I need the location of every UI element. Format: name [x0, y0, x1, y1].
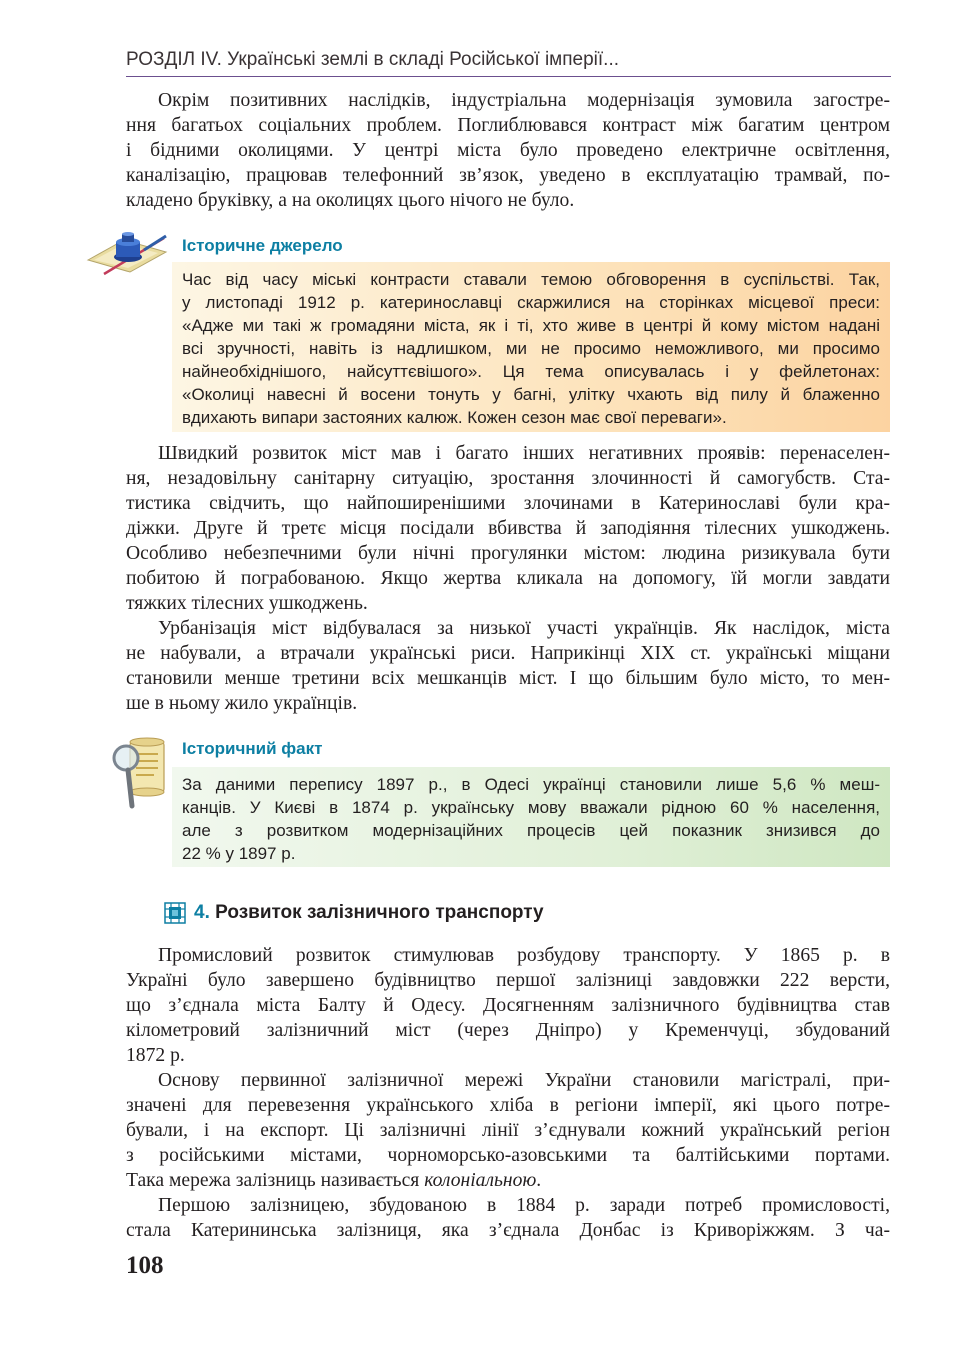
historical-source-box: [172, 262, 890, 432]
source-line: «Адже ми такі ж громадяни міста, як і ті, хто живе в центрі й кому містом надані: [182, 316, 880, 335]
fact-line: канців. У Києві в 1874 р. українську мову вважали рідною 60 % населення,: [182, 798, 880, 817]
text-line: бували, і на експорт. Ці залізничні лінії з’єднували кожний український регіон: [126, 1120, 890, 1141]
text-line: [126, 1168, 890, 1193]
text-line: ння багатьох соціальних проблем. Поглиблювався контраст між багатим центром: [126, 115, 890, 136]
paragraph-negative-effects: [126, 441, 890, 616]
text-line: і бідними околицями. У центрі міста було проведено електричне освітлення,: [126, 140, 890, 161]
source-line: «Околиці навесні й восени тонуть у багні, улітку чхають від пилу й блаженно: [182, 385, 880, 404]
paragraph-urbanization: [126, 616, 890, 716]
intro-paragraph: [126, 88, 890, 213]
text-line: 1872 р.: [126, 1045, 185, 1066]
text-line: Першою залізницею, збудованою в 1884 р. заради потреб промисловості,: [158, 1195, 890, 1216]
text-line: значені для перевезення українського хліба в регіони імперії, які цього потре-: [126, 1095, 890, 1116]
text-fragment: Така мережа залізниць називається: [126, 1170, 425, 1191]
source-box-title: Історичне джерело: [182, 236, 343, 255]
source-line: всі зручності, навіть із надлишком, ми не просимо неможливого, ми просимо: [182, 339, 880, 358]
text-line: стала Катерининська залізниця, яка з’єднала Донбас із Криворіжжям. З ча-: [126, 1220, 890, 1241]
inkwell-quill-icon: [84, 230, 170, 276]
text-line: діжки. Друге й третє місця посідали вбивства й заподіяння тілесних ушкоджень.: [126, 518, 890, 539]
page-number: 108: [126, 1252, 164, 1279]
scroll-magnifier-icon: [110, 736, 172, 810]
text-line: Швидкий розвиток міст мав і багато інших негативних проявів: перенаселен-: [158, 443, 890, 464]
colonial-term: колоніальною: [424, 1170, 537, 1191]
text-line: тяжких тілесних ушкоджень.: [126, 593, 368, 614]
source-line: найнеобхіднішого, найсуттєвішого». Ця тема описувалась і у фейлетонах:: [182, 362, 880, 381]
text-line: ня, незадовільну санітарну ситуацію, зростання злочинності й самогубств. Ста-: [126, 468, 890, 489]
text-line: Урбанізація міст відбувалася за низької участі українців. Як наслідок, міста: [158, 618, 890, 639]
text-line: Окрім позитивних наслідків, індустріальна модернізація зумовила загостре-: [158, 90, 890, 111]
paragraph-railway-network: [126, 1068, 890, 1193]
section-heading: [164, 900, 544, 926]
text-line: тистика свідчить, що найпоширенішими злочинами в Катеринославі були кра-: [126, 493, 890, 514]
historical-fact-box: [172, 767, 890, 867]
fact-line: 22 % у 1897 р.: [182, 844, 296, 863]
text-line: Промисловий розвиток стимулював розбудову транспорту. У 1865 р. в: [158, 945, 890, 966]
source-line: у листопаді 1912 р. катеринославці скаржилися на сторінках місцевої преси:: [182, 293, 880, 312]
text-line: не набували, а втрачали українські риси. Наприкінці XIX ст. українські міщани: [126, 643, 890, 664]
text-line: каналізацію, працював телефонний зв’язок, уведено в експлуатацію трамвай, по-: [126, 165, 890, 186]
text-line: кілометровий залізничний міст (через Дніпро) у Кременчуці, збудований: [126, 1020, 890, 1041]
fact-line: але з розвитком модернізаційних процесів цей показник знизився до: [182, 821, 880, 840]
text-line: ше в ньому жило українців.: [126, 693, 358, 714]
paragraph-transport: [126, 943, 890, 1068]
text-line: Особливо небезпечними були нічні прогулянки містом: людина ризикувала бути: [126, 543, 890, 564]
fact-box-title: Історичний факт: [182, 739, 323, 758]
paragraph-first-railway: [126, 1193, 890, 1243]
running-header: РОЗДІЛ IV. Українські землі в складі Російської імперії...: [126, 44, 891, 77]
text-line: Україні було завершено будівництво першої залізниці завдовжки 222 версти,: [126, 970, 890, 991]
text-line: становили менше третини всіх мешканців міст. І що більшим було місто, то мен-: [126, 668, 890, 689]
text-line: кладено бруківку, а на околицях цього нічого не було.: [126, 190, 575, 211]
text-line: що з’єднала міста Балту й Одесу. Досягненням залізничного будівництва став: [126, 995, 890, 1016]
text-line: побитою й пограбованою. Якщо жертва кликала на допомогу, їй могли завдати: [126, 568, 890, 589]
section-number: 4.: [194, 902, 210, 923]
section-title: Розвиток залізничного транспорту: [215, 902, 544, 923]
source-line: Час від часу міські контрасти ставали темою обговорення в суспільстві. Так,: [182, 270, 880, 289]
source-line: вдихають випари застояних калюж. Кожен сезон має свої переваги».: [182, 408, 727, 427]
fact-line: За даними перепису 1897 р., в Одесі українці становили лише 5,6 % меш-: [182, 775, 880, 794]
section-chip-icon: [164, 902, 186, 924]
text-line: з російськими містами, чорноморсько-азовськими та балтійськими портами.: [126, 1145, 890, 1166]
text-line: Основу первинної залізничної мережі України становили магістралі, при-: [158, 1070, 890, 1091]
text-fragment: .: [536, 1170, 542, 1191]
